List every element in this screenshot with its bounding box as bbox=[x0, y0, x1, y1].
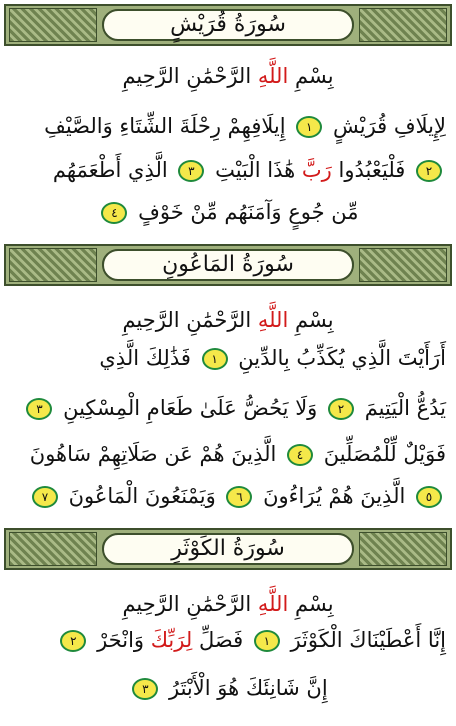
ayah-number-marker: ٦ bbox=[226, 486, 252, 508]
ayah-line bbox=[10, 392, 446, 424]
ornament-left bbox=[9, 532, 97, 566]
ayah-line bbox=[10, 624, 446, 656]
basmala-allah: اللَّهِ bbox=[257, 64, 289, 88]
ayah-text: هَٰذَا الْبَيْتِ bbox=[215, 158, 296, 182]
ayah-text: وَيَمْنَعُونَ الْمَاعُونَ bbox=[68, 484, 216, 508]
ayah-text: لِإِيلَافِ قُرَيْشٍ bbox=[332, 114, 446, 138]
ayah-line bbox=[10, 196, 446, 228]
ornament-right bbox=[359, 248, 447, 282]
ayah-text: مِّن جُوعٍ وَآمَنَهُم مِّنْ خَوْفٍ bbox=[138, 200, 359, 224]
surah-title-cartouche bbox=[102, 533, 354, 565]
surah-title-cartouche bbox=[102, 9, 354, 41]
ayah-text: إِيلَافِهِمْ رِحْلَةَ الشِّتَاءِ وَالصَّيْفِ bbox=[44, 114, 286, 138]
basmala-word: الرَّحْمَٰنِ الرَّحِيمِ bbox=[122, 592, 252, 616]
surah-title: سُورَةُ قُرَيْشٍ bbox=[170, 12, 286, 37]
ayah-line bbox=[10, 438, 446, 470]
ayah-number-marker: ٢ bbox=[416, 160, 442, 182]
basmala bbox=[0, 306, 456, 334]
ayah-line bbox=[10, 480, 446, 512]
ornament-left bbox=[9, 8, 97, 42]
ayah-line bbox=[10, 154, 446, 186]
ayah-number-marker: ٣ bbox=[178, 160, 204, 182]
ayah-text: الَّذِي أَطْعَمَهُم bbox=[52, 158, 168, 182]
ayah-line bbox=[10, 342, 446, 374]
basmala-word: بِسْمِ bbox=[294, 308, 334, 332]
basmala-word: بِسْمِ bbox=[294, 64, 334, 88]
ayah-text: وَلَا يَحُضُّ عَلَىٰ طَعَامِ الْمِسْكِينِ bbox=[63, 396, 318, 420]
ayah-number-marker: ٢ bbox=[60, 630, 86, 652]
ayah-number-marker: ٢ bbox=[328, 398, 354, 420]
surah-header-kawthar bbox=[4, 528, 452, 570]
surah-header-quraysh bbox=[4, 4, 452, 46]
surah-header-maun bbox=[4, 244, 452, 286]
ornament-right bbox=[359, 8, 447, 42]
ayah-text-highlight: رَبَّ bbox=[301, 158, 332, 182]
basmala-word: بِسْمِ bbox=[294, 592, 334, 616]
surah-title: سُورَةُ الكَوْثَرِ bbox=[171, 536, 285, 561]
ayah-number-marker: ٥ bbox=[416, 486, 442, 508]
ayah-text: فَذَٰلِكَ الَّذِي bbox=[99, 346, 191, 370]
basmala-allah: اللَّهِ bbox=[257, 308, 289, 332]
ornament-left bbox=[9, 248, 97, 282]
ayah-text: وَانْحَرْ bbox=[97, 628, 145, 652]
basmala bbox=[0, 62, 456, 90]
ayah-text: فَصَلِّ bbox=[198, 628, 244, 652]
ayah-text: يَدُعُّ الْيَتِيمَ bbox=[364, 396, 446, 420]
ayah-number-marker: ٤ bbox=[287, 444, 313, 466]
ornament-right bbox=[359, 532, 447, 566]
ayah-text: إِنَّا أَعْطَيْنَاكَ الْكَوْثَرَ bbox=[290, 628, 446, 652]
ayah-number-marker: ٣ bbox=[26, 398, 52, 420]
ayah-number-marker: ١ bbox=[296, 116, 322, 138]
ayah-number-marker: ٤ bbox=[101, 202, 127, 224]
ayah-number-marker: ٧ bbox=[32, 486, 58, 508]
basmala-word: الرَّحْمَٰنِ الرَّحِيمِ bbox=[122, 64, 252, 88]
ayah-line bbox=[10, 110, 446, 142]
basmala-word: الرَّحْمَٰنِ الرَّحِيمِ bbox=[122, 308, 252, 332]
surah-title: سُورَةُ المَاعُونِ bbox=[162, 252, 294, 277]
ayah-number-marker: ٣ bbox=[132, 678, 158, 700]
ayah-text: أَرَأَيْتَ الَّذِي يُكَذِّبُ بِالدِّينِ bbox=[238, 346, 446, 370]
ayah-line bbox=[10, 672, 446, 704]
ayah-text-highlight: لِرَبِّكَ bbox=[150, 628, 193, 652]
ayah-text: إِنَّ شَانِئَكَ هُوَ الْأَبْتَرُ bbox=[169, 676, 328, 700]
ayah-text: الَّذِينَ هُمْ يُرَاءُونَ bbox=[263, 484, 406, 508]
surah-title-cartouche bbox=[102, 249, 354, 281]
ayah-text: فَلْيَعْبُدُوا bbox=[338, 158, 406, 182]
basmala-allah: اللَّهِ bbox=[257, 592, 289, 616]
basmala bbox=[0, 590, 456, 618]
ayah-number-marker: ١ bbox=[254, 630, 280, 652]
ayah-text: فَوَيْلٌ لِّلْمُصَلِّينَ bbox=[323, 442, 446, 466]
ayah-text: الَّذِينَ هُمْ عَن صَلَاتِهِمْ سَاهُونَ bbox=[29, 442, 277, 466]
ayah-number-marker: ١ bbox=[202, 348, 228, 370]
